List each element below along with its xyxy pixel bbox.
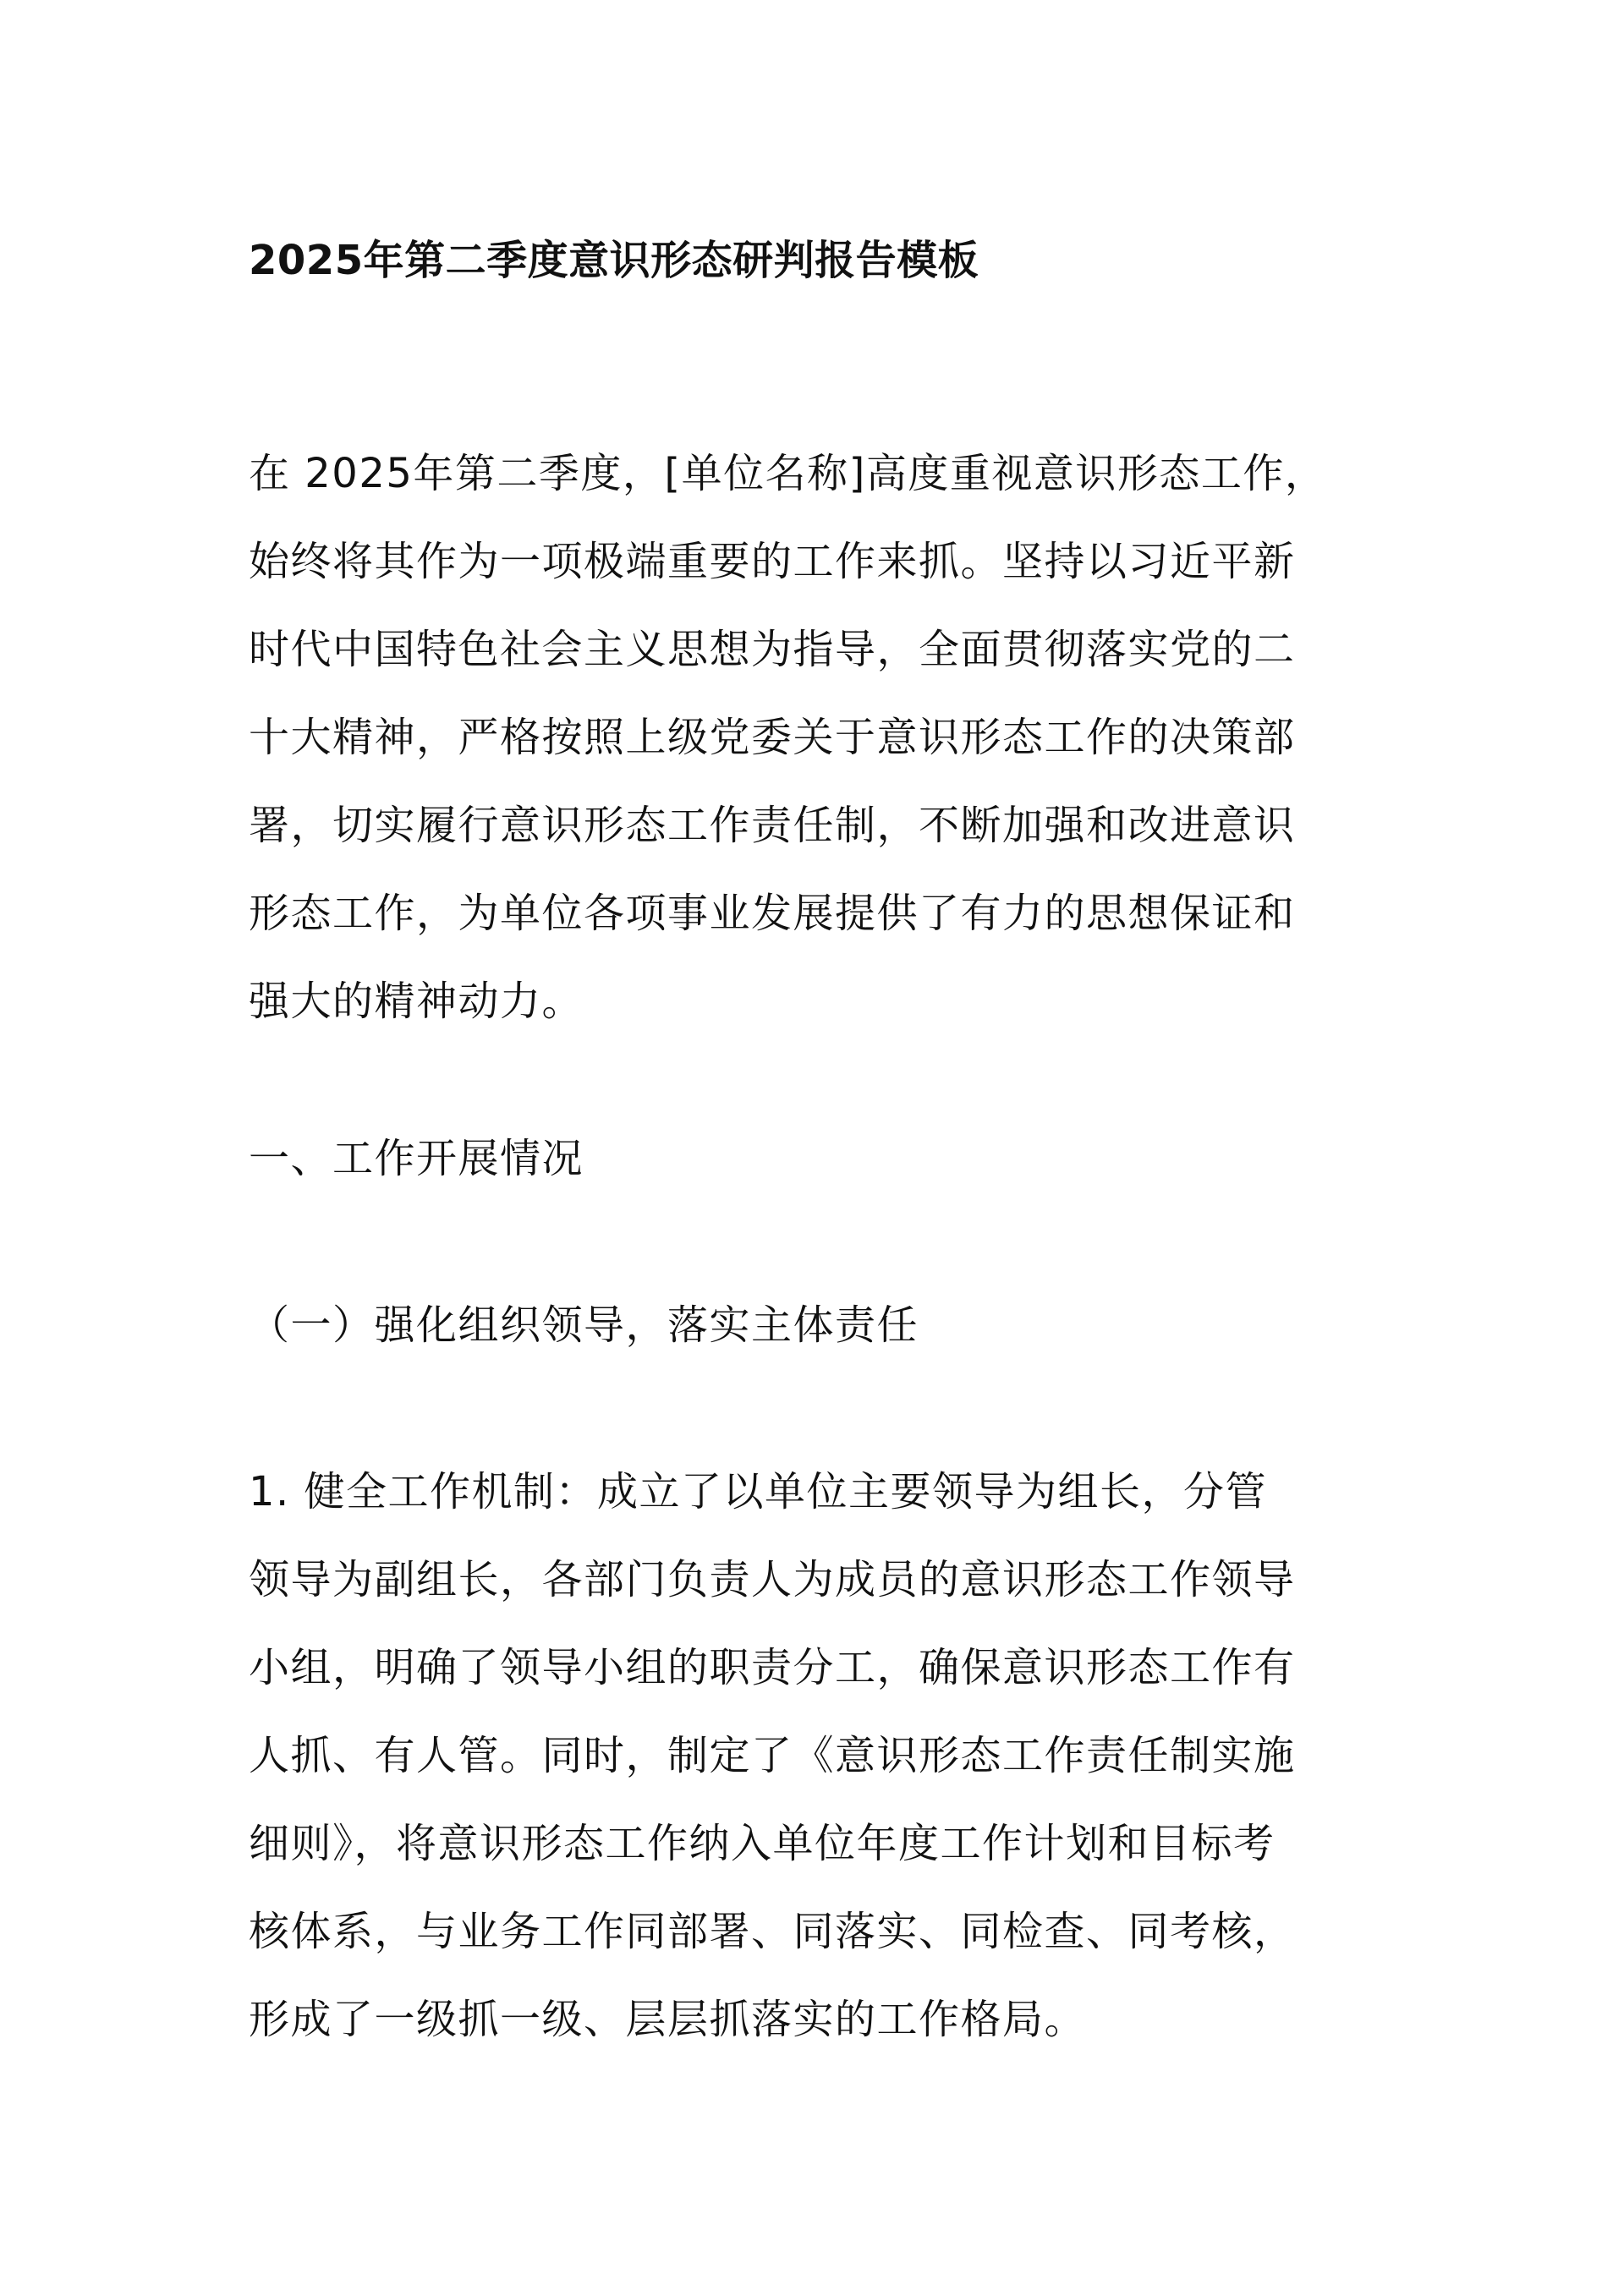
document-title: 2025年第二季度意识形态研判报告模板: [249, 237, 979, 284]
list-item-work-mechanism: 1. 健全工作机制：成立了以单位主要领导为组长，分管 领导为副组长，各部门负责人为成员的意识形态工作领导 小组，明确了领导小组的职责分工，确保意识形态工作有 人抓、有人管。同时，制定了《意识形态工作责任制实施 细则》，将意识形态工作纳入单位年度工作计划和目标考 核体系，与业务工作同部署、同落实、同检查、同考核， 形成了一级抓一级、层层抓落实的工作格局。: [249, 1468, 1296, 2043]
intro-paragraph: 在 2025年第二季度，[单位名称]高度重视意识形态工作， 始终将其作为一项极端重要的工作来抓。坚持以习近平新 时代中国特色社会主义思想为指导，全面贯彻落实党的二 十大精神，严格按照上级党委关于意识形态工作的决策部 署，切实履行意识形态工作责任制，不断加强和改进意识 形态工作，为单位各项事业发展提供了有力的思想保证和 强大的精神动力。: [249, 450, 1327, 1025]
subsection-heading-organization-leadership: （一）强化组织领导，落实主体责任: [249, 1301, 919, 1349]
section-heading-work-progress: 一、工作开展情况: [249, 1135, 584, 1182]
